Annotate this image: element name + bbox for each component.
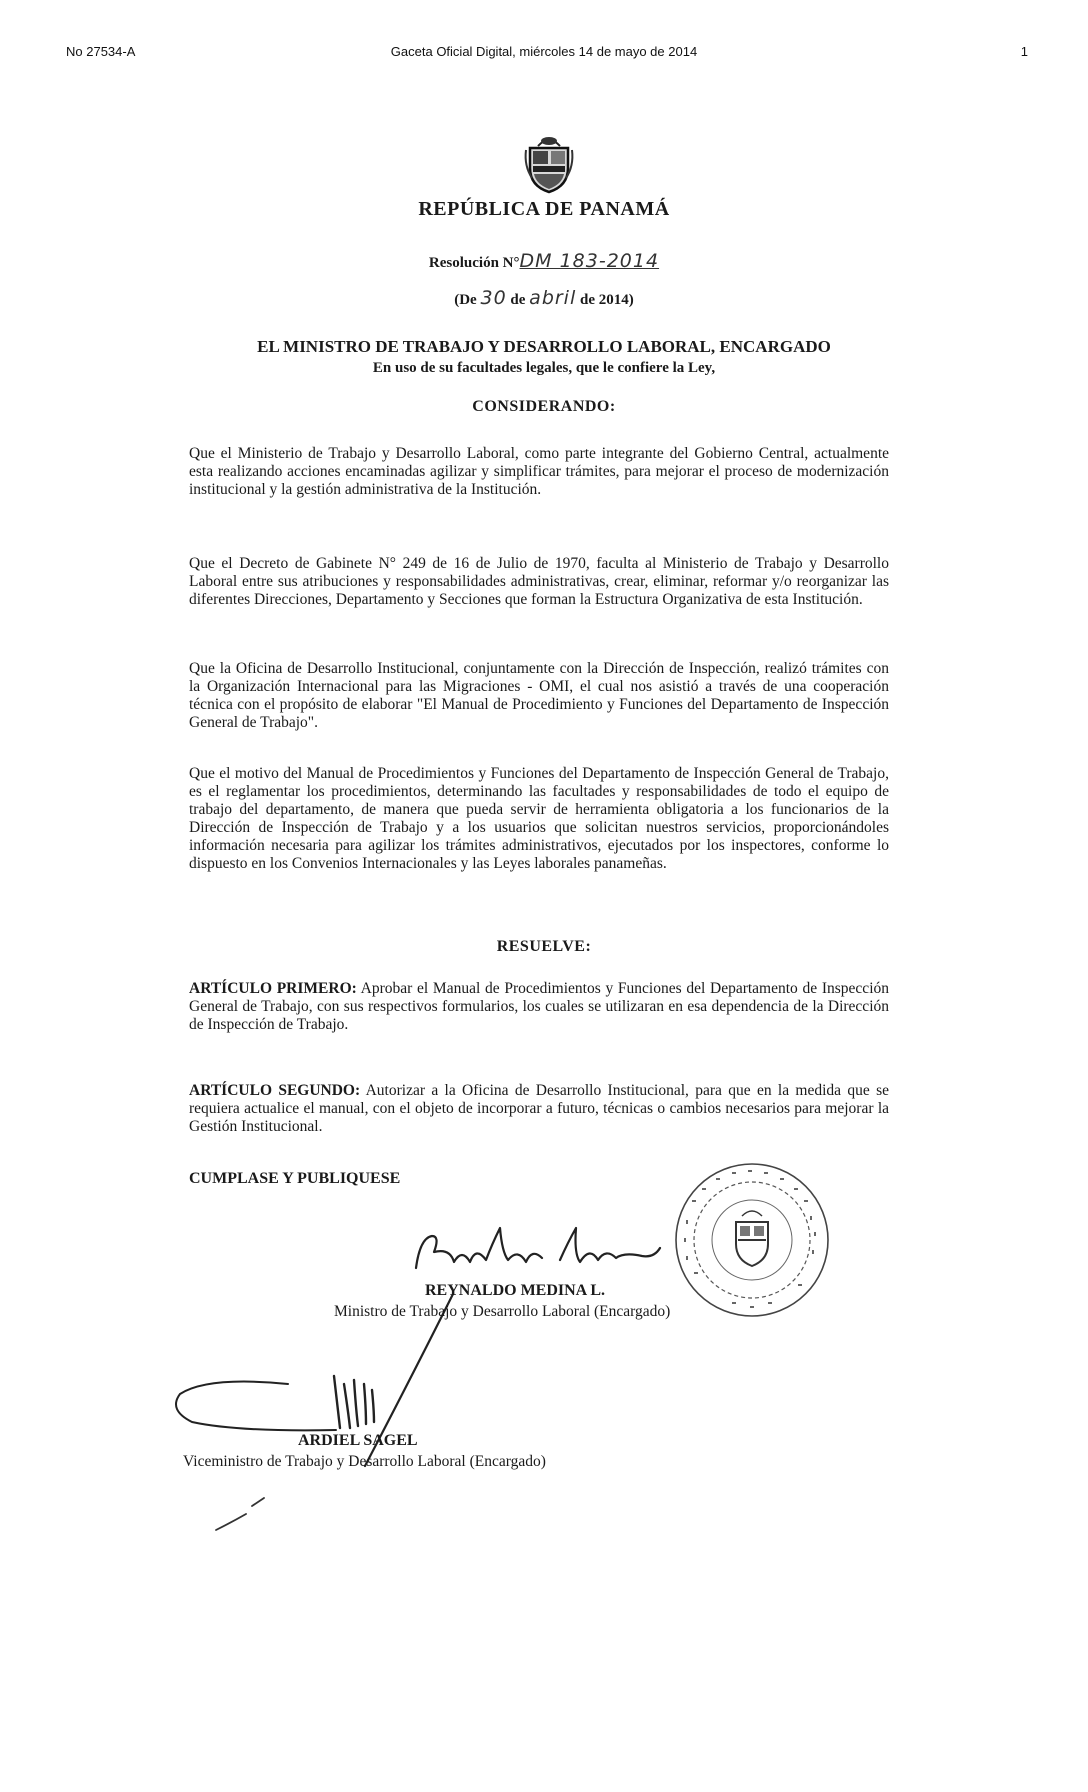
gazette-number: No 27534-A	[66, 44, 136, 59]
article-text: Autorizar a la Oficina de Desarrollo Institucional, para que en la medida que se requiera actualice el manual, con el objeto de incorporar a futuro, técnicas o cambios necesarios para mejorar la Gestión Institucional.	[189, 1082, 889, 1135]
date-close: de 2014)	[580, 292, 634, 308]
resolution-date	[0, 287, 1088, 309]
signatory-name: REYNALDO MEDINA L.	[425, 1282, 606, 1299]
page-number: 1	[1020, 44, 1028, 59]
considerando-paragraph: Que el Ministerio de Trabajo y Desarrollo Laboral, como parte integrante del Gobierno Central, actualmente esta realizando acciones encaminadas agilizar y simplificar trámites, para mejorar el proceso de modernización institucional y la gestión administrativa de la Institución.	[189, 445, 889, 498]
date-open: (De	[454, 292, 477, 308]
article-text: Aprobar el Manual de Procedimientos y Funciones del Departamento de Inspección General de Trabajo, con sus respectivos formularios, los cuales se utilizaran en esa dependencia de la Dirección de Inspección de Trabajo.	[189, 980, 889, 1033]
pen-mark-icon	[212, 1496, 272, 1536]
article-second	[189, 1082, 889, 1136]
official-seal-icon	[672, 1160, 832, 1320]
date-de: de	[510, 292, 526, 308]
republic-heading: REPÚBLICA DE PANAMÁ	[418, 198, 670, 220]
considerando-paragraph: Que la Oficina de Desarrollo Institucional, conjuntamente con la Dirección de Inspección, realizó trámites con la Organización Internacional para las Migraciones - OMI, el cual nos asistió a través de una cooperación técnica con el propósito de elaborar "El Manual de Procedimiento y Funciones del Departamento de Inspección General de Trabajo".	[189, 660, 889, 731]
article-first	[189, 980, 889, 1034]
considerando-paragraph: Que el motivo del Manual de Procedimientos y Funciones del Departamento de Inspección General de Trabajo, es el reglamentar los procedimientos, determinando las facultades y responsabilidades de todo el equipo de trabajo del departamento, de manera que pueda servir de herramienta obligatoria a los funcionarios de la Dirección de Inspección de Trabajo y a los usuarios que solicitan nuestros servicios, proporcionándoles información necesaria para agilizar los trámites administrativos, ejecutados por los inspectores, conforme lo dispuesto en los Convenios Internacionales y las Leyes laborales panameñas.	[189, 765, 889, 872]
gazette-title: Gaceta Oficial Digital, miércoles 14 de mayo de 2014	[390, 44, 698, 59]
resolution-line	[0, 250, 1088, 272]
signatory-title: Ministro de Trabajo y Desarrollo Laboral (Encargado)	[334, 1303, 671, 1320]
faculties-line: En uso de su facultades legales, que le confiere la Ley,	[372, 360, 716, 376]
minister-heading: EL MINISTRO DE TRABAJO Y DESARROLLO LABORAL, ENCARGADO	[257, 337, 831, 356]
date-day: 30	[480, 287, 507, 309]
resolution-prefix: Resolución N°	[428, 255, 520, 271]
resuelve-heading: RESUELVE:	[496, 938, 592, 955]
signature-scribble-icon	[410, 1218, 670, 1288]
signatory-name: ARDIEL SAGEL	[298, 1432, 418, 1449]
closing-formula: CUMPLASE Y PUBLIQUESE	[189, 1170, 401, 1187]
coat-of-arms-icon	[522, 132, 576, 194]
considerando-heading: CONSIDERANDO:	[472, 398, 616, 415]
article-title: ARTÍCULO SEGUNDO:	[189, 1082, 361, 1099]
date-month: abril	[529, 287, 577, 309]
article-title: ARTÍCULO PRIMERO:	[189, 980, 357, 997]
considerando-paragraph: Que el Decreto de Gabinete N° 249 de 16 de Julio de 1970, faculta al Ministerio de Trabajo y Desarrollo Laboral entre sus atribuciones y responsabilidades administrativas, crear, eliminar, reformar y/o reorganizar las diferentes Direcciones, Departamento y Secciones que forman la Estructura Organizativa de esta Institución.	[189, 555, 889, 608]
signatory-title: Viceministro de Trabajo y Desarrollo Laboral (Encargado)	[183, 1453, 546, 1470]
resolution-number: DM 183-2014	[519, 250, 660, 272]
